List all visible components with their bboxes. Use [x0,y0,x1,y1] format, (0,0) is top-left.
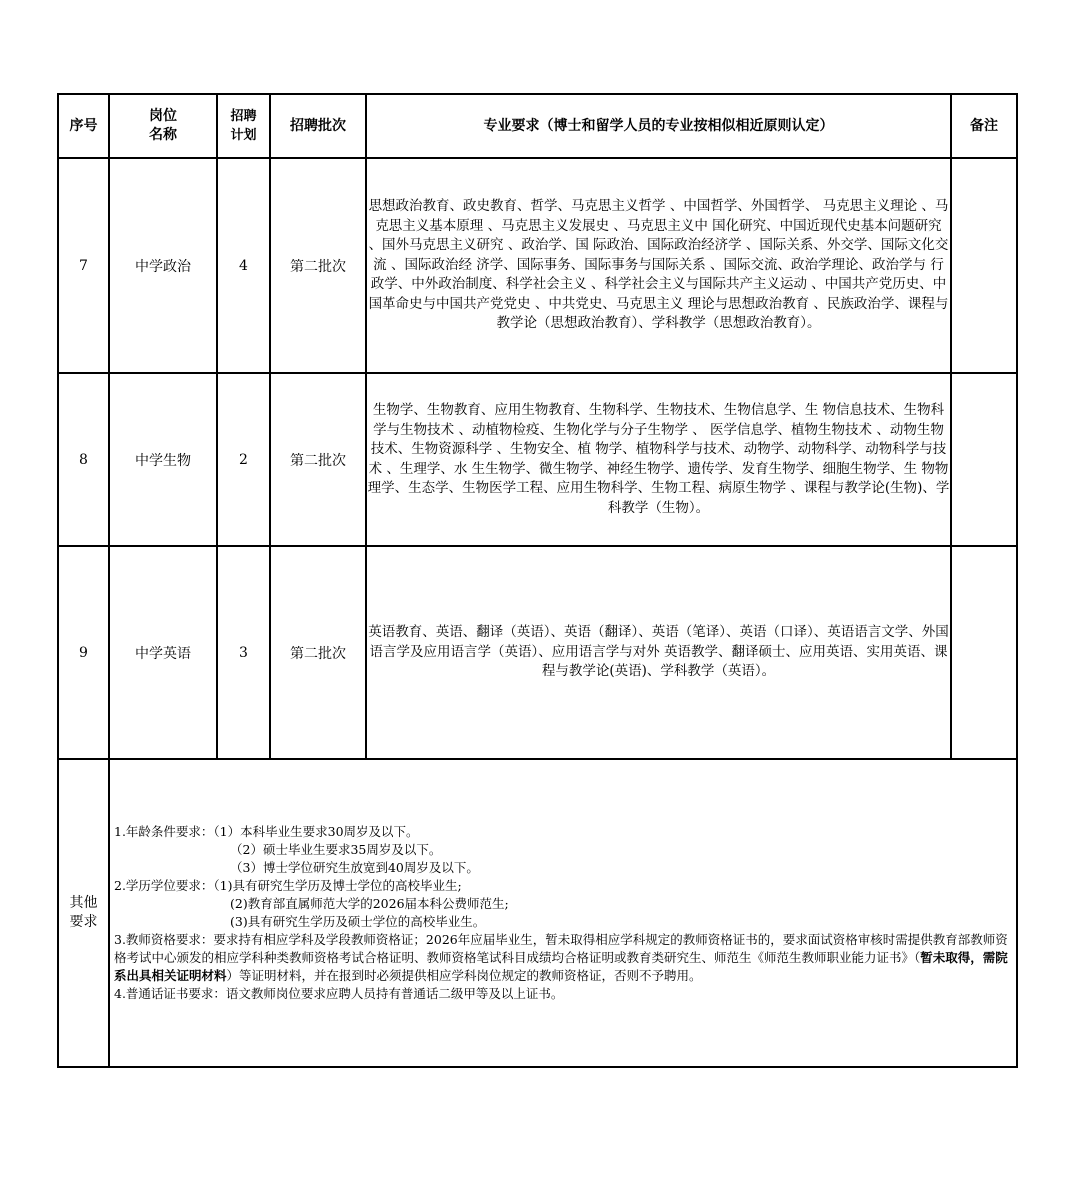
notes-label-line1: 其他 [69,895,98,911]
table-row [58,546,1017,759]
row-seq: 8 [58,373,109,546]
row-batch: 第二批次 [270,158,366,373]
row-major: 生物学、生物教育、应用生物教育、生物科学、生物技术、生物信息学、生 物信息技术、生物科学与生物技术 、动植物检疫、生物化学与分子生物学 、 医学信息学、植物生物技术 、动物生物技术、生物资源科学 、生物安全、植 物学、植物科学与技术、动物学、动物科学、动物科学与技术 、生理学、水 生生物学、微生物学、神经生物学、遗传学、发育生物学、细胞生物学、生 物物理学、生态学、生物医学工程、应用生物科学、生物工程、病原生物学 、课程与教学论(生物)、学科教学（生物）。 [366,373,951,546]
row-remark [951,158,1017,373]
note-edu-2: (2)教育部直属师范大学的2026届本科公费师范生; [230,896,509,911]
header-remark: 备注 [951,94,1017,158]
row-post: 中学政治 [109,158,217,373]
row-post: 中学生物 [109,373,217,546]
notes-label [58,759,109,1067]
header-post [109,94,217,158]
row-post: 中学英语 [109,546,217,759]
note-edu-3: (3)具有研究生学历及硕士学位的高校毕业生。 [230,914,486,929]
row-plan: 4 [217,158,270,373]
note-age-title: 1.年龄条件要求：（1）本科毕业生要求30周岁及以下。 [114,824,419,839]
header-batch: 招聘批次 [270,94,366,158]
table-row [58,373,1017,546]
note-mandarin: 4.普通话证书要求：语文教师岗位要求应聘人员持有普通话二级甲等及以上证书。 [114,986,564,1001]
header-post-line2: 名称 [149,127,177,143]
row-remark [951,546,1017,759]
note-cert-text-b: ）等证明材料，并在报到时必须提供相应学科岗位规定的教师资格证，否则不予聘用。 [226,968,702,983]
header-plan-line2: 计划 [230,128,257,143]
table-row [58,158,1017,373]
recruitment-table [57,93,1018,1068]
row-plan: 3 [217,546,270,759]
header-post-line1: 岗位 [149,108,177,124]
header-plan-line1: 招聘 [230,109,257,124]
row-seq: 7 [58,158,109,373]
row-batch: 第二批次 [270,546,366,759]
header-plan [217,94,270,158]
row-major: 思想政治教育、政史教育、哲学、马克思主义哲学 、中国哲学、外国哲学、 马克思主义理论 、马克思主义基本原理 、马克思主义发展史 、马克思主义中 国化研究、中国近现代史基本问题研究 、国外马克思主义研究 、政治学、国 际政治、国际政治经济学 、国际关系、外交学、国际文化交流 、国际政治经 济学、国际事务、国际事务与国际关系 、国际交流、政治学理论、政治学与 行政学、中外政治制度、科学社会主义 、科学社会主义与国际共产主义运动 、中国共产党历史、中国革命史与中国共产党党史 、中共党史、马克思主义 理论与思想政治教育 、民族政治学、课程与教学论（思想政治教育）、学科教学（思想政治教育）。 [366,158,951,373]
note-cert-text-bold: 暂未取得，需院系出具相关证明材料 [114,950,1008,983]
note-edu-title: 2.学历学位要求：（1)具有研究生学历及博士学位的高校毕业生; [114,878,462,893]
note-age-3: （3）博士学位研究生放宽到40周岁及以下。 [230,860,479,875]
row-remark [951,373,1017,546]
notes-label-line2: 要求 [69,914,98,930]
notes-row [58,759,1017,1067]
header-seq: 序号 [58,94,109,158]
row-plan: 2 [217,373,270,546]
header-major: 专业要求（博士和留学人员的专业按相似相近原则认定） [366,94,951,158]
row-batch: 第二批次 [270,373,366,546]
note-age-2: （2）硕士毕业生要求35周岁及以下。 [230,842,442,857]
row-major: 英语教育、英语、翻译（英语）、英语（翻译）、英语（笔译）、英语（口译）、英语语言文学、外国语言学及应用语言学（英语）、应用语言学与对外 英语教学、翻译硕士、应用英语、实用英语、课程与教学论(英语)、学科教学（英语）。 [366,546,951,759]
note-cert-text-a: 3.教师资格要求：要求持有相应学科及学段教师资格证；2026年应届毕业生，暂未取得相应学科规定的教师资格证书的，要求面试资格审核时需提供教育部教师资格考试中心颁发的相应学科种类教师资格考试合格证明、教师资格笔试科目成绩均合格证明或教育类研究生、师范生《师范生教师职业能力证书》（ [114,932,1008,965]
notes-content [109,759,1017,1067]
header-row [58,94,1017,158]
row-seq: 9 [58,546,109,759]
note-certificate [114,931,1012,985]
